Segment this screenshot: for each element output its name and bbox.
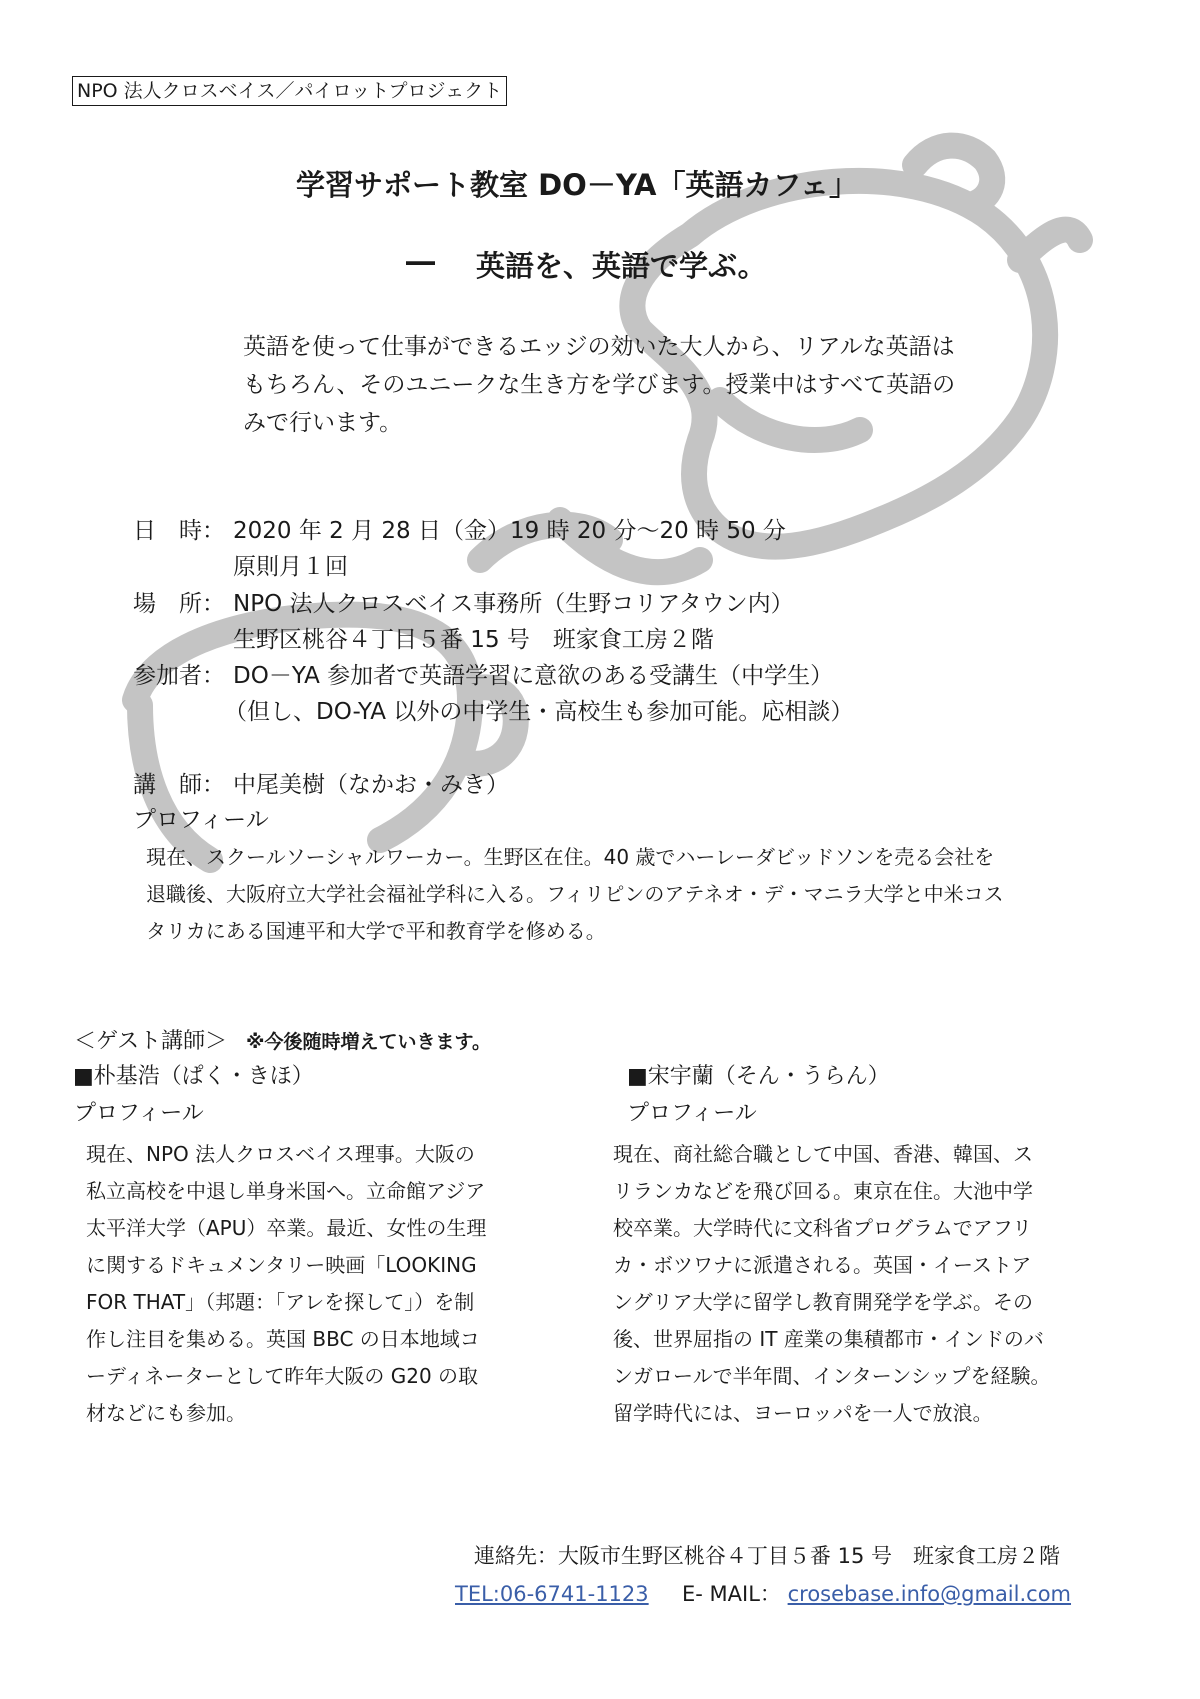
instructor-label: 講 師： (133, 772, 225, 798)
place-value: NPO 法人クロスベイス事務所（生野コリアタウン内） (233, 591, 794, 617)
guest-left-line: 作し注目を集める。英国 BBC の日本地域コ (86, 1327, 480, 1351)
participants-label: 参加者： (133, 663, 225, 689)
guest-right-line: 留学時代には、ヨーロッパを一人で放浪。 (613, 1401, 993, 1425)
guest-right-line: カ・ボツワナに派遣される。英国・イーストア (613, 1253, 1032, 1277)
intro-line: みで行います。 (243, 410, 403, 436)
instructor-profile-line: 現在、スクールソーシャルワーカー。生野区在住。40 歳でハーレーダビッドソンを売る会社を (146, 845, 995, 869)
guest-heading-note: ※今後随時増えていきます。 (246, 1031, 491, 1053)
project-label: NPO 法人クロスベイス／パイロットプロジェクト (72, 76, 507, 106)
datetime-label: 日 時： (133, 518, 225, 544)
guest-right-line: リランカなどを飛び回る。東京在住。大池中学 (613, 1179, 1033, 1203)
title-dash: ― (406, 244, 435, 278)
participants-value: DO－YA 参加者で英語学習に意欲のある受講生（中学生） (233, 663, 834, 689)
email-link[interactable]: crosebase.info@gmail.com (787, 1582, 1072, 1606)
tel-link[interactable]: TEL:06-6741-1123 (455, 1582, 649, 1606)
participants-note: （但し、DO-YA 以外の中学生・高校生も参加可能。応相談） (224, 699, 854, 725)
guest-left-line: に関するドキュメンタリー映画「LOOKING (86, 1253, 477, 1277)
page-subtitle: 英語を、英語で学ぶ。 (476, 249, 767, 283)
instructor-profile-line: タリカにある国連平和大学で平和教育学を修める。 (146, 919, 606, 943)
intro-line: 英語を使って仕事ができるエッジの効いた大人から、リアルな英語は (243, 334, 955, 360)
guest-left-profile-label: プロフィール (74, 1101, 204, 1126)
guest-left-line: 私立高校を中退し単身米国へ。立命館アジア (86, 1179, 486, 1203)
datetime-value: 2020 年 2 月 28 日（金）19 時 20 分～20 時 50 分 (233, 518, 786, 544)
guest-left-line: FOR THAT」（邦題：「アレを探して」）を制 (86, 1290, 475, 1314)
place-label: 場 所： (133, 591, 225, 617)
contact-address: 連絡先：大阪市生野区桃谷４丁目５番 15 号 班家食工房２階 (473, 1544, 1060, 1568)
guest-right-profile-label: プロフィール (627, 1101, 757, 1126)
intro-line: もちろん、そのユニークな生き方を学びます。授業中はすべて英語の (243, 372, 956, 398)
guest-right-line: 現在、商社総合職として中国、香港、韓国、ス (613, 1142, 1033, 1166)
datetime-note: 原則月１回 (233, 554, 348, 580)
email-label: E- MAIL： (682, 1582, 781, 1606)
guest-left-name: ■朴基浩（ぱく・きほ） (73, 1064, 314, 1089)
guest-left-line: ーディネーターとして昨年大阪の G20 の取 (86, 1364, 479, 1388)
guest-right-line: 後、世界屈指の IT 産業の集積都市・インドのバ (613, 1327, 1044, 1351)
guest-left-line: 材などにも参加。 (86, 1401, 246, 1425)
instructor-profile-line: 退職後、大阪府立大学社会福祉学科に入る。フィリピンのアテネオ・デ・マニラ大学と中米コス (146, 882, 1004, 906)
page-title: 学習サポート教室 DO－YA「英語カフェ」 (296, 168, 859, 202)
guest-right-name: ■宋宇蘭（そん・うらん） (627, 1064, 890, 1089)
instructor-name: 中尾美樹（なかお・みき） (233, 772, 509, 798)
guest-right-line: ンガロールで半年間、インターンシップを経験。 (613, 1364, 1051, 1388)
instructor-profile-label: プロフィール (133, 807, 269, 833)
contact-line (455, 1578, 1071, 1608)
guest-right-line: ングリア大学に留学し教育開発学を学ぶ。その (613, 1290, 1033, 1314)
guest-right-line: 校卒業。大学時代に文科省プログラムでアフリ (613, 1216, 1032, 1240)
intro-paragraph (243, 328, 1003, 442)
guest-left-line: 太平洋大学（APU）卒業。最近、女性の生理 (86, 1216, 487, 1240)
place-address: 生野区桃谷４丁目５番 15 号 班家食工房２階 (233, 627, 714, 653)
guest-left-line: 現在、NPO 法人クロスベイス理事。大阪の (86, 1142, 475, 1166)
guest-heading: ＜ゲスト講師＞ (74, 1029, 228, 1054)
